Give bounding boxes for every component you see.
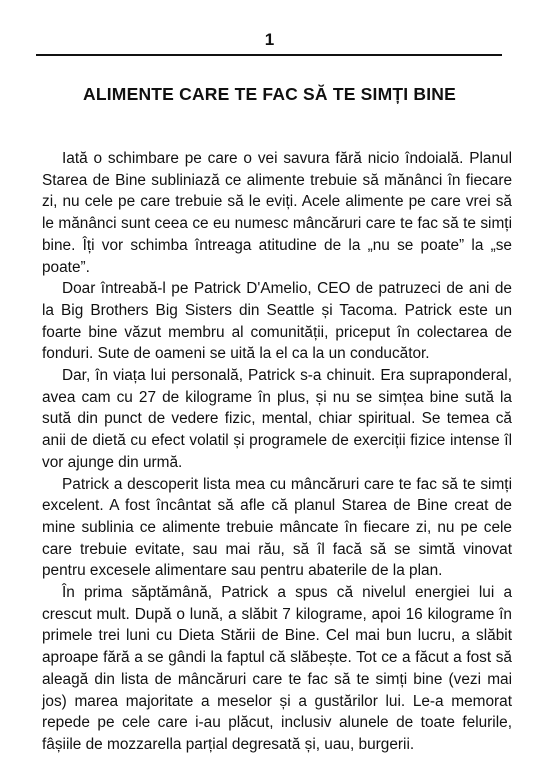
paragraph-patrick-intro: Doar întreabă-l pe Patrick D'Amelio, CEO de patruzeci de ani de la Big Brothers Big Sisters din Seattle și Tacoma. Patrick este un foarte bine văzut membru al comunității, priceput în colectarea de fonduri. Sute de oameni se uită la el ca la un conducător.: [42, 280, 512, 363]
chapter-title: ALIMENTE CARE TE FAC SĂ TE SIMȚI BINE: [83, 84, 456, 104]
chapter-body: [42, 148, 512, 756]
paragraph-struggle: Dar, în viața lui personală, Patrick s-a chinuit. Era supraponderal, avea cam cu 27 de kilograme în plus, și nu se simțea bine sută la sută din punct de vedere fizic, mental, chiar spiritual. Se temea că anii de dietă cu efect volatil și programele de exerciții fizice intense îl vor ajunge din urmă.: [42, 367, 512, 471]
paragraph-intro: Iată o schimbare pe care o vei savura fără nicio îndoială. Planul Starea de Bine subliniază ce alimente trebuie să mănânci în fiecare zi, nu cele pe care trebuie să le eviți. Acele alimente pe care vrei să le mănânci sunt ceea ce eu numesc mâncăruri care te fac să te simți bine. Îți vor schimba întreaga atitudine de la „nu se poate” la „se poate”.: [42, 150, 512, 276]
chapter-number: 1: [264, 30, 275, 49]
paragraph-discovery: Patrick a descoperit lista mea cu mâncăruri care te fac să te simți excelent. A fost încântat să afle că planul Starea de Bine creat de mine sublinia ce alimente trebuie mâncate în fiecare zi, nu pe cele care trebuie evitate, sau mai rău, să îl facă să se simtă vinovat pentru excesele alimentare sau pentru abaterile de la plan.: [42, 475, 512, 580]
paragraph-results: În prima săptămână, Patrick a spus că nivelul energiei lui a crescut mult. După o lună, a slăbit 7 kilograme, apoi 16 kilograme în primele trei luni cu Dieta Stării de Bine. Cel mai bun lucru, a slăbit aproape fără a se gândi la faptul că slăbește. Tot ce a făcut a fost să aleagă din lista de mâncăruri care te fac să te simți bine (vezi mai jos) marea majoritate a meselor și a gustărilor lui. Le-a memorat repede pe cele care i-au plăcut, inclusiv alunele de toate felurile, fâșiile de mozzarella parțial degresată și, uau, burgerii.: [42, 584, 512, 753]
chapter-divider: [36, 54, 502, 56]
